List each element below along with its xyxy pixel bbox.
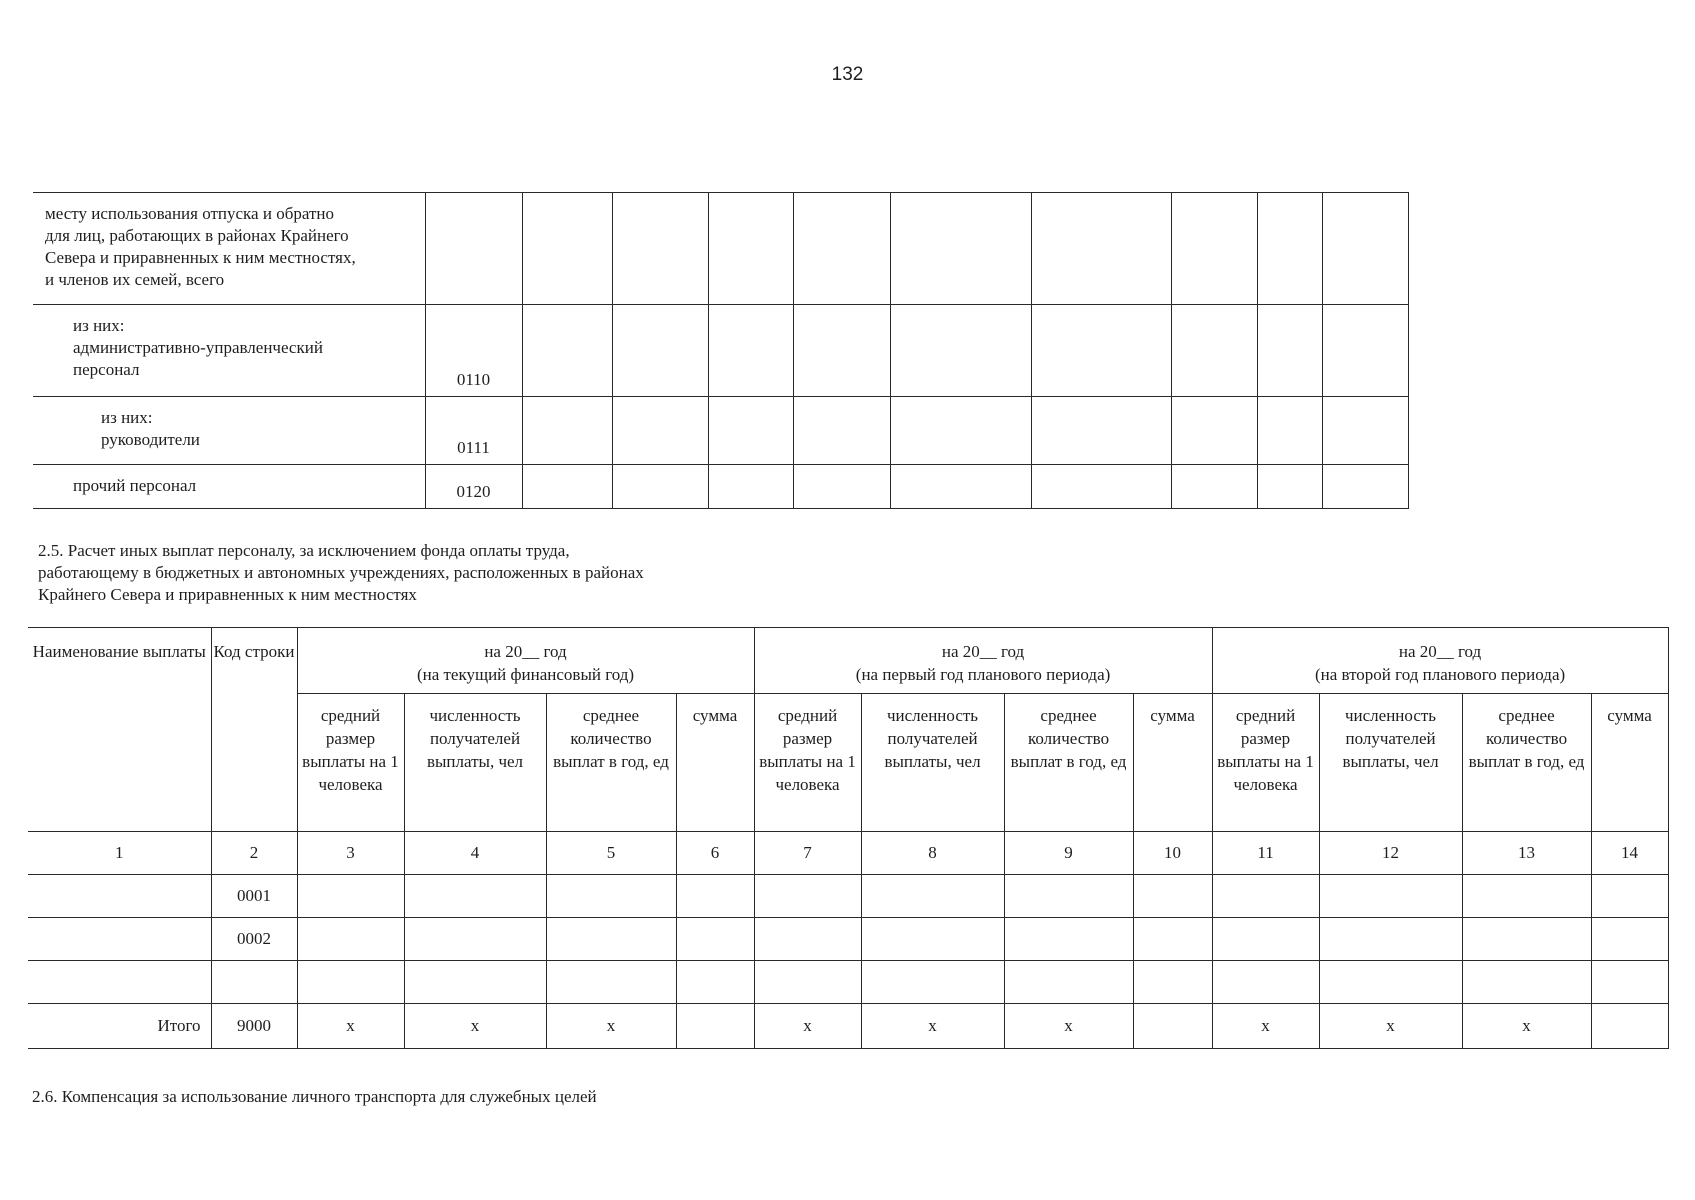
heading-line: работающему в бюджетных и автономных учреждениях, расположенных в районах [38,563,644,582]
table-row [33,305,1408,397]
table-cell [676,918,754,961]
row-name [28,961,211,1004]
row-code [211,961,297,1004]
group-desc: (на второй год планового периода) [1314,665,1566,684]
table-cell [1171,397,1257,465]
row-code: 0120 [425,465,522,509]
table-cell [1133,918,1212,961]
table-cell [1322,397,1408,465]
table-cell [522,305,612,397]
table-cell [1004,875,1133,918]
sub-header: сумма [1591,694,1668,832]
group-year: на 20__ год [941,642,1025,661]
table-cell [861,875,1004,918]
row-name-line: прочий персонал [73,476,197,495]
table-cell [793,193,890,305]
table-cell [1031,465,1171,509]
table-cell [1004,961,1133,1004]
table-row [33,397,1408,465]
table-cell [1171,305,1257,397]
column-number: 10 [1133,832,1212,875]
sub-header: численность получателей выплаты, чел [404,694,546,832]
column-number: 9 [1004,832,1133,875]
table-cell [404,961,546,1004]
table-cell [754,918,861,961]
total-label: Итого [28,1004,211,1049]
row-code: 0111 [425,397,522,465]
group-year: на 20__ год [484,642,567,661]
row-name-line: Севера и приравненных к ним местностях, [45,248,356,267]
column-number: 2 [211,832,297,875]
row-name-line: и членов их семей, всего [45,270,225,289]
row-code [425,193,522,305]
sub-header: сумма [1133,694,1212,832]
sub-header: среднее количество выплат в год, ед [1004,694,1133,832]
table-row [28,918,1668,961]
table-cell [546,961,676,1004]
section-2-6-heading: 2.6. Компенсация за использование личного транспорта для служебных целей [32,1087,597,1106]
table-cell [297,961,404,1004]
column-number-row [28,832,1668,875]
total-cell: x [1004,1004,1133,1049]
sub-header: среднее количество выплат в год, ед [546,694,676,832]
travel-compensation-table [33,192,1409,509]
table-cell [1133,961,1212,1004]
group-header-current-year [297,628,754,694]
column-number: 13 [1462,832,1591,875]
total-cell: x [861,1004,1004,1049]
table-cell [612,465,708,509]
sub-header: средний размер выплаты на 1 человека [754,694,861,832]
table-cell [1591,875,1668,918]
table-row [28,875,1668,918]
total-cell [1591,1004,1668,1049]
heading-line: 2.5. Расчет иных выплат персоналу, за исключением фонда оплаты труда, [38,541,570,560]
column-number: 4 [404,832,546,875]
row-name [33,397,425,465]
table-cell [404,918,546,961]
row-name-line: персонал [73,360,140,379]
column-number: 7 [754,832,861,875]
table-cell [890,397,1031,465]
table-cell [861,918,1004,961]
table-cell [546,918,676,961]
table-cell [676,961,754,1004]
table-cell [708,465,793,509]
table-cell [1319,918,1462,961]
sub-header: сумма [676,694,754,832]
total-cell: x [1212,1004,1319,1049]
table-cell [297,875,404,918]
table-cell [890,305,1031,397]
row-name [28,918,211,961]
header-name: Наименование выплаты [28,628,211,832]
group-desc: (на первый год планового периода) [855,665,1111,684]
table-cell [890,193,1031,305]
table-cell [297,918,404,961]
table-cell [612,193,708,305]
table-cell [754,875,861,918]
table-row [33,193,1408,305]
heading-line: Крайнего Севера и приравненных к ним местностях [38,585,417,604]
table-cell [1591,961,1668,1004]
group-year: на 20__ год [1398,642,1482,661]
column-number: 1 [28,832,211,875]
table-cell [1133,875,1212,918]
row-name-line: из них: [101,408,153,427]
row-code: 0110 [425,305,522,397]
table-cell [708,193,793,305]
table-cell [793,305,890,397]
total-cell: x [297,1004,404,1049]
group-header-first-plan-year [754,628,1212,694]
row-name [33,193,425,305]
header-code: Код строки [211,628,297,832]
table-cell [708,397,793,465]
sub-header: численность получателей выплаты, чел [1319,694,1462,832]
table-cell [1031,193,1171,305]
table-cell [1591,918,1668,961]
table-cell [522,397,612,465]
row-name-line: руководители [101,430,200,449]
table-cell [1462,875,1591,918]
group-header-second-plan-year [1212,628,1668,694]
sub-header: средний размер выплаты на 1 человека [297,694,404,832]
table-cell [1257,465,1322,509]
table-cell [1212,875,1319,918]
column-number: 3 [297,832,404,875]
table-cell [1319,961,1462,1004]
table-row [28,961,1668,1004]
total-row [28,1004,1668,1049]
table-cell [708,305,793,397]
row-name-line: административно-управленческий [73,338,323,357]
table-cell [754,961,861,1004]
row-code: 0001 [211,875,297,918]
column-number: 14 [1591,832,1668,875]
row-code: 0002 [211,918,297,961]
total-cell: x [1462,1004,1591,1049]
table-cell [1212,918,1319,961]
page-number: 132 [831,64,864,85]
group-desc: (на текущий финансовый год) [416,665,635,684]
table-row [33,465,1408,509]
table-cell [522,465,612,509]
table-cell [1319,875,1462,918]
total-code: 9000 [211,1004,297,1049]
table-cell [612,397,708,465]
sub-header: среднее количество выплат в год, ед [1462,694,1591,832]
table-cell [793,397,890,465]
column-number: 12 [1319,832,1462,875]
table-cell [546,875,676,918]
total-cell: x [404,1004,546,1049]
row-name-line: для лиц, работающих в районах Крайнего [45,226,349,245]
table-cell [890,465,1031,509]
table-cell [522,193,612,305]
total-cell: x [546,1004,676,1049]
row-name [33,305,425,397]
table-cell [1257,193,1322,305]
table-cell [1257,397,1322,465]
total-cell [1133,1004,1212,1049]
table-cell [1462,918,1591,961]
sub-header: средний размер выплаты на 1 человека [1212,694,1319,832]
section-2-5-heading [38,540,818,606]
table-cell [1322,465,1408,509]
table-cell [1322,305,1408,397]
other-payments-table [28,627,1669,1049]
table-cell [861,961,1004,1004]
total-cell: x [754,1004,861,1049]
column-number: 6 [676,832,754,875]
sub-header: численность получателей выплаты, чел [861,694,1004,832]
column-number: 11 [1212,832,1319,875]
total-cell [676,1004,754,1049]
table-cell [1031,397,1171,465]
table-cell [1257,305,1322,397]
table-cell [1171,465,1257,509]
table-cell [612,305,708,397]
row-name [33,465,425,509]
row-name-line: месту использования отпуска и обратно [45,204,334,223]
row-name-line: из них: [73,316,125,335]
table-cell [676,875,754,918]
column-number: 5 [546,832,676,875]
table-cell [1031,305,1171,397]
table-cell [793,465,890,509]
column-number: 8 [861,832,1004,875]
table-cell [1004,918,1133,961]
total-cell: x [1319,1004,1462,1049]
table-cell [1462,961,1591,1004]
table-cell [404,875,546,918]
table-cell [1322,193,1408,305]
table-cell [1212,961,1319,1004]
row-name [28,875,211,918]
table-cell [1171,193,1257,305]
